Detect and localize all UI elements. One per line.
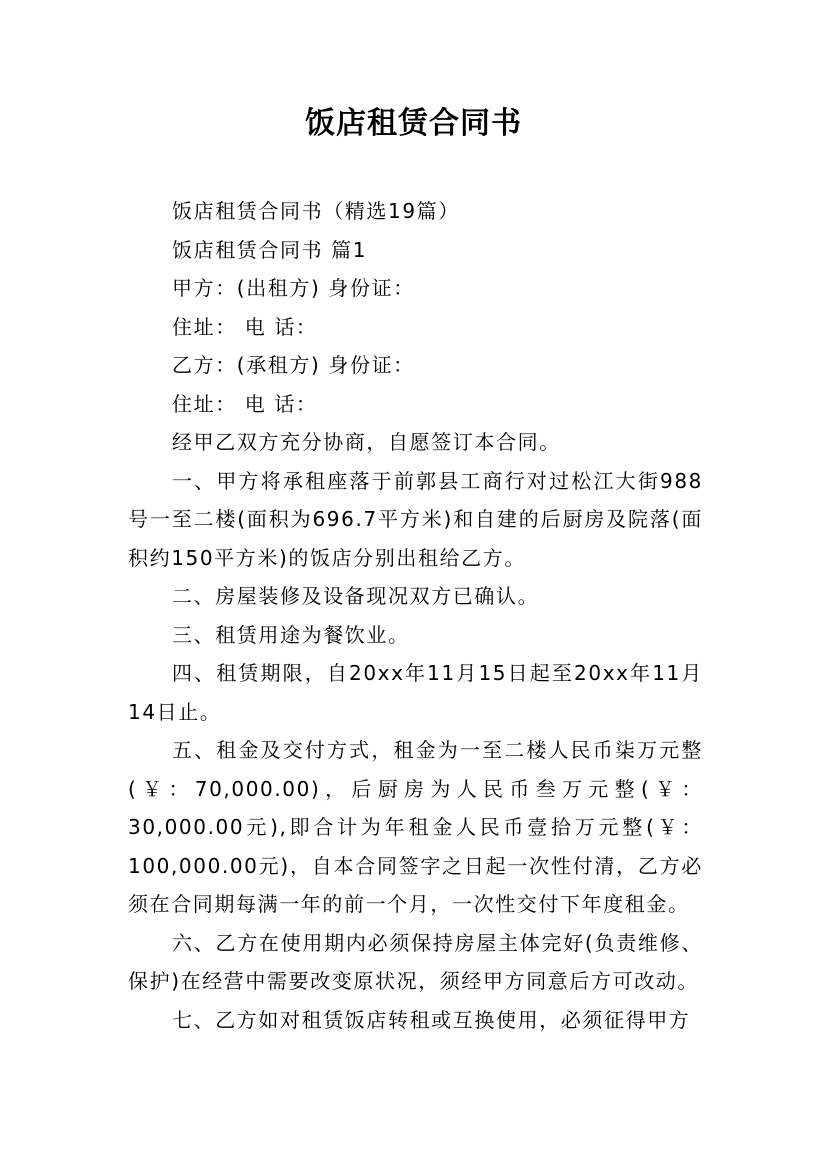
paragraph: 住址： 电 话： [172, 391, 318, 416]
paragraph: 二、房屋装修及设备现况双方已确认。 [172, 584, 540, 608]
paragraph: 乙方：(承租方) 身份证： [172, 353, 415, 377]
paragraph: 住址： 电 话： [172, 314, 318, 339]
paragraph: 四、租赁期限，自20xx年11月15日起至20xx年11月14日止。 [128, 661, 703, 724]
paragraph: 三、租赁用途为餐饮业。 [172, 622, 410, 647]
paragraph: 饭店租赁合同书（精选19篇） [172, 199, 460, 223]
paragraph: 七、乙方如对租赁饭店转租或互换使用，必须征得甲方 [172, 1007, 691, 1032]
paragraph: 一、甲方将承租座落于前郭县工商行对过松江大街988号一至二楼(面积为696.7平方米)和自建的后厨房及院落(面积约150平方米)的饭店分别出租给乙方。 [128, 468, 703, 570]
paragraph: 经甲乙双方充分协商，自愿签订本合同。 [172, 430, 561, 454]
document-body [128, 192, 703, 1039]
paragraph: 甲方：(出租方) 身份证： [172, 276, 415, 300]
paragraph: 饭店租赁合同书 篇1 [172, 237, 368, 262]
paragraph: 五、租金及交付方式，租金为一至二楼人民币柒万元整(￥：70,000.00)，后厨房为人民币叁万元整(￥：30,000.00元),即合计为年租金人民币壹拾万元整(￥：100,000.00元)，自本合同签字之日起一次性付清，乙方必须在合同期每满一年的前一个月，一次性交付下年度租金。 [128, 738, 703, 916]
paragraph: 六、乙方在使用期内必须保持房屋主体完好(负责维修、保护)在经营中需要改变原状况，须经甲方同意后方可改动。 [128, 930, 703, 993]
document-title: 饭店租赁合同书 [305, 106, 522, 141]
